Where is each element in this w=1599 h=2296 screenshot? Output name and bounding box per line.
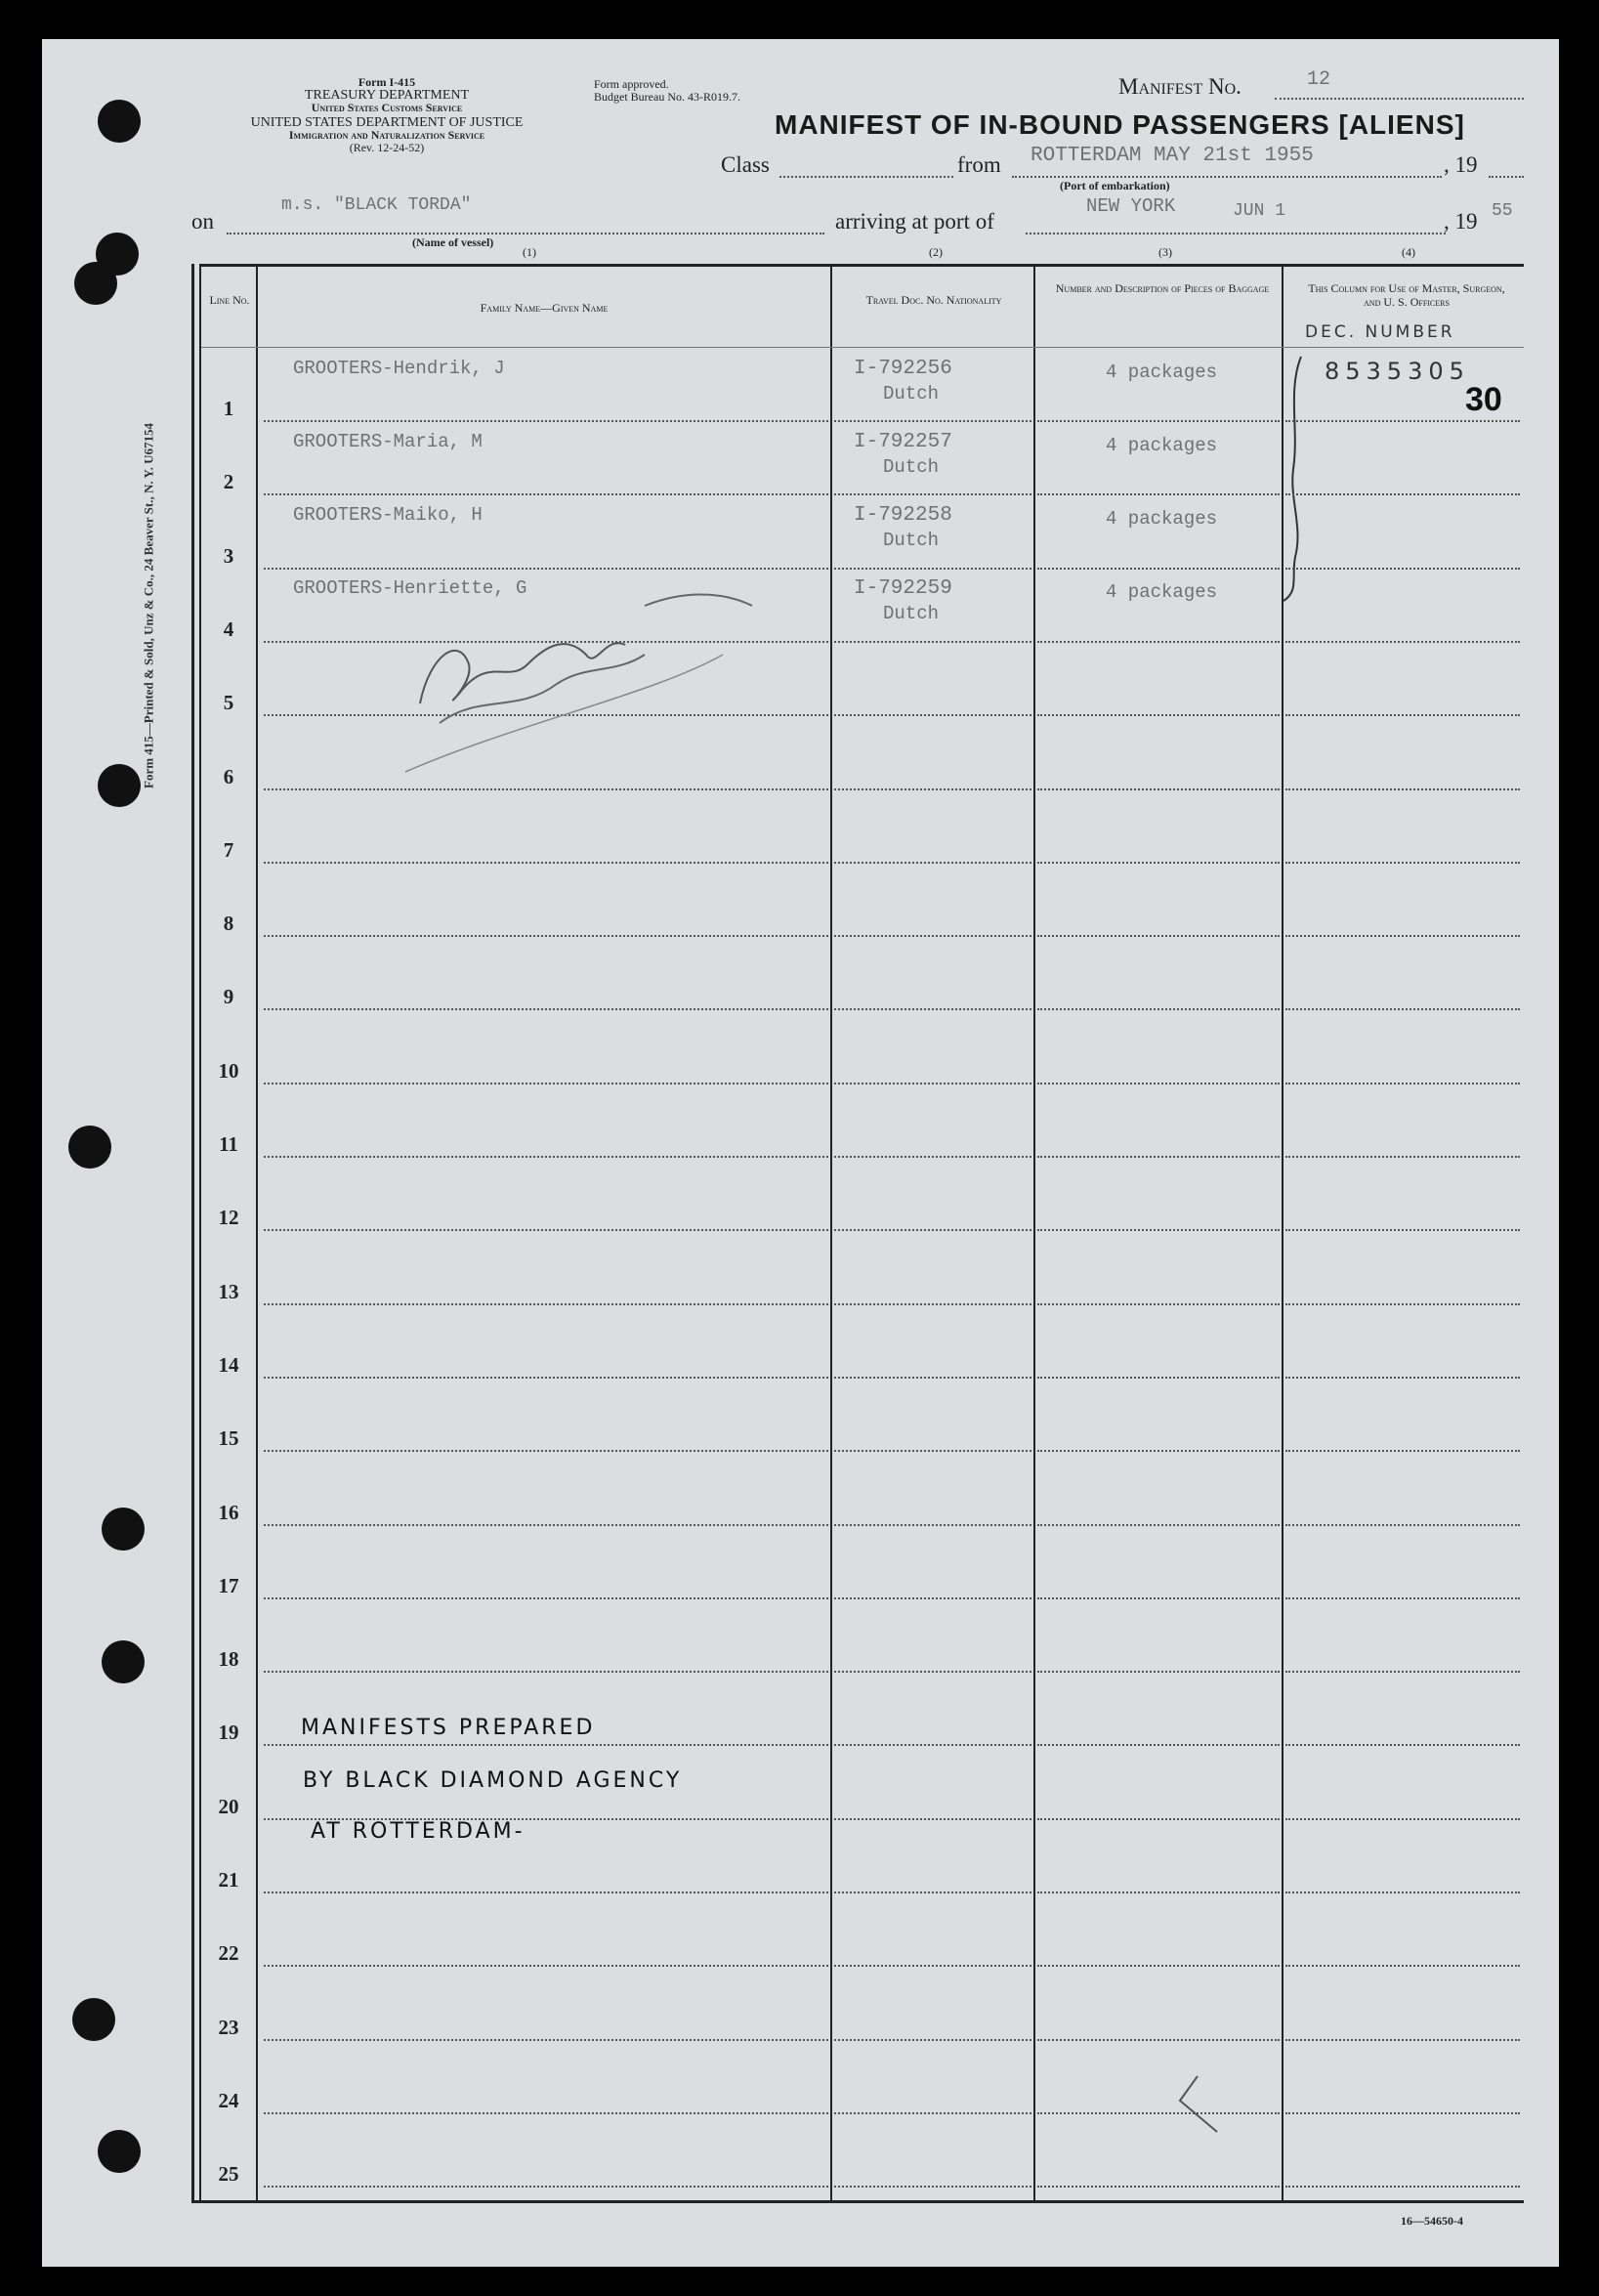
- row-rule: [1037, 568, 1280, 570]
- nationality: Dutch: [883, 383, 940, 404]
- row-rule: [264, 568, 828, 570]
- row-rule: [264, 1524, 828, 1526]
- header-line-no: Line No.: [209, 293, 250, 307]
- row-rule: [1037, 1156, 1280, 1158]
- row-rule: [1285, 1008, 1520, 1010]
- row-rule: [1285, 493, 1520, 495]
- handwritten-note-line: AT ROTTERDAM-: [311, 1819, 526, 1844]
- vessel-name-value: m.s. "BLACK TORDA": [281, 195, 472, 215]
- officer-note-stamp: 30: [1465, 381, 1502, 418]
- row-rule: [834, 420, 1031, 422]
- row-rule: [264, 1377, 828, 1379]
- baggage-description: 4 packages: [1106, 361, 1218, 383]
- row-rule: [1037, 2112, 1280, 2114]
- row-rule: [834, 1229, 1031, 1231]
- punch-hole: [98, 2130, 141, 2173]
- row-rule: [264, 2039, 828, 2041]
- row-rule: [834, 1156, 1031, 1158]
- form-approved-line: Form approved.: [594, 77, 669, 91]
- row-rule: [1285, 788, 1520, 790]
- row-rule: [1037, 1229, 1280, 1231]
- row-rule: [834, 1671, 1031, 1673]
- row-rule: [1285, 1818, 1520, 1820]
- row-rule: [1037, 862, 1280, 864]
- baggage-description: 4 packages: [1106, 435, 1218, 456]
- column-number: (2): [929, 245, 943, 259]
- row-rule: [1037, 1008, 1280, 1010]
- row-rule: [1037, 1083, 1280, 1084]
- row-rule: [1285, 862, 1520, 864]
- row-rule: [1037, 1892, 1280, 1893]
- immigration-service: Immigration and Naturalization Service: [288, 128, 485, 142]
- column-number: (1): [523, 245, 536, 259]
- row-rule: [1285, 1524, 1520, 1526]
- officer-note-heading: DEC. NUMBER: [1305, 322, 1455, 342]
- row-rule: [264, 493, 828, 495]
- travel-doc-number: I-792258: [854, 504, 952, 527]
- row-rule: [1285, 1744, 1520, 1746]
- punch-hole: [102, 1508, 145, 1551]
- row-rule: [264, 1008, 828, 1010]
- row-rule: [1285, 1892, 1520, 1893]
- row-rule: [1037, 1597, 1280, 1599]
- row-rule: [264, 935, 828, 937]
- row-rule: [1285, 1965, 1520, 1967]
- row-rule: [1285, 1083, 1520, 1084]
- handwritten-note-line: BY BLACK DIAMOND AGENCY: [303, 1768, 683, 1793]
- line-number: 21: [218, 1868, 239, 1892]
- travel-doc-number: I-792259: [854, 577, 952, 600]
- line-number: 14: [218, 1353, 239, 1377]
- year-label-1: , 19: [1444, 152, 1478, 177]
- row-rule: [1037, 1450, 1280, 1452]
- arrival-date-value: JUN 1: [1233, 201, 1286, 221]
- line-number: 2: [223, 470, 234, 493]
- row-rule: [1285, 1597, 1520, 1599]
- row-rule: [264, 2112, 828, 2114]
- line-number: 25: [218, 2162, 239, 2186]
- row-rule: [834, 1892, 1031, 1893]
- punch-hole: [98, 100, 141, 143]
- check-mark: [1168, 2071, 1227, 2140]
- line-number: 24: [218, 2089, 239, 2112]
- row-rule: [834, 641, 1031, 643]
- row-rule: [264, 1156, 828, 1158]
- row-rule: [834, 2039, 1031, 2041]
- row-rule: [834, 1303, 1031, 1305]
- on-label: on: [191, 209, 214, 234]
- header-name: Family Name—Given Name: [480, 301, 609, 315]
- row-rule: [834, 2186, 1031, 2188]
- row-rule: [834, 1450, 1031, 1452]
- row-rule: [1037, 788, 1280, 790]
- row-rule: [834, 1008, 1031, 1010]
- footer-code: 16—54650-4: [1401, 2214, 1463, 2228]
- line-number: 20: [218, 1795, 239, 1818]
- line-number: 13: [218, 1280, 239, 1303]
- punch-hole: [98, 764, 141, 807]
- passenger-name: GROOTERS-Henriette, G: [293, 577, 527, 599]
- row-rule: [1037, 714, 1280, 716]
- row-rule: [264, 1083, 828, 1084]
- vessel-name-caption: (Name of vessel): [412, 235, 494, 249]
- row-rule: [1037, 641, 1280, 643]
- line-number: 5: [223, 691, 234, 714]
- row-rule: [834, 1744, 1031, 1746]
- row-rule: [264, 1892, 828, 1893]
- row-rule: [264, 1671, 828, 1673]
- row-rule: [1285, 568, 1520, 570]
- row-rule: [834, 714, 1031, 716]
- row-rule: [1037, 2186, 1280, 2188]
- row-rule: [1285, 2186, 1520, 2188]
- port-of-embarkation-value: ROTTERDAM MAY 21st 1955: [1031, 145, 1314, 167]
- row-rule: [834, 862, 1031, 864]
- line-number: 4: [223, 617, 234, 641]
- line-number: 11: [219, 1132, 238, 1156]
- form-approved: [594, 78, 740, 104]
- revision-date: (Rev. 12-24-52): [349, 141, 425, 154]
- row-rule: [834, 1524, 1031, 1526]
- row-rule: [264, 1965, 828, 1967]
- row-rule: [1285, 2039, 1520, 2041]
- header-officers: This Column for Use of Master, Surgeon, and U. S. Officers: [1308, 281, 1505, 309]
- manifest-no-label: Manifest No.: [1118, 74, 1241, 99]
- row-rule: [1037, 1671, 1280, 1673]
- line-number: 1: [223, 397, 234, 420]
- nationality: Dutch: [883, 456, 940, 478]
- nationality: Dutch: [883, 603, 940, 624]
- line-number: 15: [218, 1426, 239, 1450]
- row-rule: [264, 1744, 828, 1746]
- form-number: Form I-415: [358, 75, 416, 89]
- row-rule: [1037, 1965, 1280, 1967]
- line-number: 7: [223, 838, 234, 862]
- line-number: 17: [218, 1574, 239, 1597]
- justice-department: UNITED STATES DEPARTMENT OF JUSTICE: [250, 115, 524, 130]
- row-rule: [264, 2186, 828, 2188]
- row-rule: [1285, 420, 1520, 422]
- row-rule: [1285, 1377, 1520, 1379]
- from-label: from: [957, 152, 1001, 177]
- row-rule: [264, 420, 828, 422]
- port-of-embarkation-caption: (Port of embarkation): [1060, 179, 1170, 192]
- arriving-label: arriving at port of: [835, 209, 994, 234]
- line-number: 18: [218, 1647, 239, 1671]
- row-rule: [1037, 420, 1280, 422]
- line-number: 16: [218, 1501, 239, 1524]
- line-number: 8: [223, 912, 234, 935]
- row-rule: [1285, 1229, 1520, 1231]
- passenger-name: GROOTERS-Hendrik, J: [293, 358, 505, 379]
- treasury-department: TREASURY DEPARTMENT: [304, 88, 470, 103]
- row-rule: [834, 1818, 1031, 1820]
- year-label-2: , 19: [1444, 209, 1478, 234]
- row-rule: [1285, 1450, 1520, 1452]
- handwritten-note-line: MANIFESTS PREPARED: [301, 1716, 596, 1740]
- baggage-description: 4 packages: [1106, 581, 1218, 603]
- row-rule: [834, 568, 1031, 570]
- row-rule: [1037, 935, 1280, 937]
- arrival-port-value: NEW YORK: [1086, 195, 1176, 217]
- row-rule: [264, 1450, 828, 1452]
- travel-doc-number: I-792257: [854, 431, 952, 453]
- line-number: 23: [218, 2016, 239, 2039]
- row-rule: [1285, 1303, 1520, 1305]
- row-rule: [1037, 1818, 1280, 1820]
- nationality: Dutch: [883, 530, 940, 551]
- punch-hole: [102, 1640, 145, 1683]
- budget-bureau-line: Budget Bureau No. 43-R019.7.: [594, 90, 740, 104]
- row-rule: [1285, 714, 1520, 716]
- row-rule: [1285, 641, 1520, 643]
- baggage-description: 4 packages: [1106, 508, 1218, 530]
- row-rule: [1037, 1377, 1280, 1379]
- line-number: 9: [223, 985, 234, 1008]
- row-rule: [834, 1083, 1031, 1084]
- line-number: 10: [218, 1059, 239, 1083]
- travel-doc-number: I-792256: [854, 358, 952, 380]
- officer-note-number: 8535305: [1325, 358, 1470, 385]
- form-header: [191, 76, 582, 154]
- row-rule: [264, 862, 828, 864]
- row-rule: [264, 1597, 828, 1599]
- passenger-name: GROOTERS-Maiko, H: [293, 504, 483, 526]
- row-rule: [1037, 493, 1280, 495]
- row-rule: [1037, 1303, 1280, 1305]
- row-rule: [834, 1597, 1031, 1599]
- signature-scribble: [400, 576, 850, 791]
- page-title: MANIFEST OF IN-BOUND PASSENGERS [ALIENS]: [775, 109, 1465, 140]
- line-number: 22: [218, 1941, 239, 1965]
- row-rule: [1285, 935, 1520, 937]
- row-rule: [834, 788, 1031, 790]
- punch-hole: [68, 1126, 111, 1169]
- row-rule: [834, 935, 1031, 937]
- punch-hole: [74, 262, 117, 305]
- class-label: Class: [721, 152, 770, 177]
- column-number: (3): [1158, 245, 1172, 259]
- header-baggage: Number and Description of Pieces of Baggage: [1055, 281, 1270, 295]
- header-doc: Travel Doc. No. Nationality: [865, 293, 1002, 307]
- row-rule: [834, 1377, 1031, 1379]
- row-rule: [1037, 2039, 1280, 2041]
- row-rule: [1037, 1744, 1280, 1746]
- row-rule: [264, 1303, 828, 1305]
- row-rule: [1285, 2112, 1520, 2114]
- row-rule: [834, 1965, 1031, 1967]
- punch-hole: [72, 1998, 115, 2041]
- line-number: 3: [223, 544, 234, 568]
- row-rule: [1285, 1671, 1520, 1673]
- line-number: 19: [218, 1721, 239, 1744]
- row-rule: [1037, 1524, 1280, 1526]
- row-rule: [264, 1229, 828, 1231]
- row-rule: [1285, 1156, 1520, 1158]
- manifest-no-value: 12: [1307, 68, 1331, 91]
- row-rule: [834, 493, 1031, 495]
- year-value-2: 55: [1492, 201, 1513, 221]
- column-number: (4): [1402, 245, 1415, 259]
- side-imprint: Form 415—Printed & Sold, Unz & Co., 24 Beaver St., N. Y. U67154: [141, 423, 156, 788]
- row-rule: [834, 2112, 1031, 2114]
- customs-service: United States Customs Service: [311, 101, 463, 114]
- passenger-name: GROOTERS-Maria, M: [293, 431, 483, 452]
- line-number: 6: [223, 765, 234, 788]
- line-number: 12: [218, 1206, 239, 1229]
